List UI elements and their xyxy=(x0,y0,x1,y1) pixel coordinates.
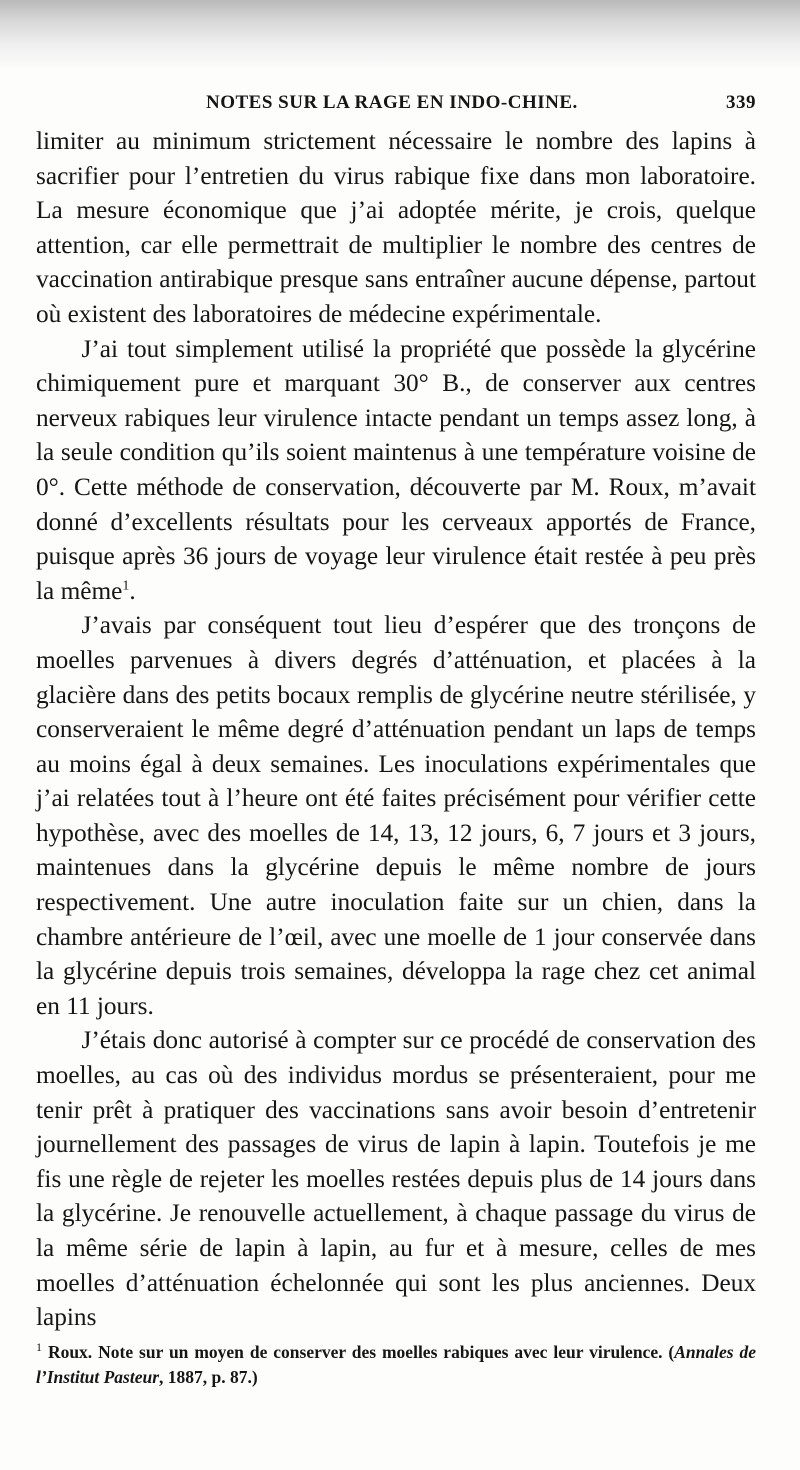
paragraph-1: limiter au minimum strictement nécessaire le nombre des lapins à sacrifier pour l’entretien du virus rabique fixe dans mon laboratoire. La mesure économique que j’ai adoptée mérite, je crois, quelque attention, car elle permettrait de multiplier le nombre des centres de vaccination antirabique presque sans entraîner aucune dépense, partout où existent des laboratoires de médecine expérimentale. xyxy=(36,127,756,328)
footnote-author: Roux. xyxy=(47,1342,93,1362)
footnote-journal: Annales de l’Institut Pasteur xyxy=(36,1342,756,1387)
body-text xyxy=(36,124,756,1335)
footnote-citation: , 1887, p. 87.) xyxy=(159,1367,258,1387)
paragraph-2-end: . xyxy=(129,576,136,605)
paragraph-4: J’étais donc autorisé à compter sur ce procédé de conservation des moelles, au cas où des individus mordus se présenteraient, pour me tenir prêt à pratiquer des vaccinations sans avoir besoin d’entretenir journellement des passages de virus de lapin à lapin. Toutefois je me fis une règle de rejeter les moelles restées depuis plus de 14 jours dans la glycérine. Je renouvelle actuellement, à chaque passage du virus de la même série de lapin à lapin, au fur et à mesure, celles de mes moelles d’atténuation échelonnée qui sont les plus anciennes. Deux lapins xyxy=(36,1026,756,1332)
footnote xyxy=(36,1340,756,1390)
paragraph-3: J’avais par conséquent tout lieu d’espérer que des tronçons de moelles parvenues à divers degrés d’atténuation, et placées à la glacière dans des petits bocaux remplis de glycérine neutre stérilisée, y conserveraient le même degré d’atténuation pendant un laps de temps au moins égal à deux semaines. Les inoculations expérimentales que j’ai relatées tout à l’heure ont été faites précisément pour vérifier cette hypothèse, avec des moelles de 14, 13, 12 jours, 6, 7 jours et 3 jours, maintenues dans la glycérine depuis le même nombre de jours respectivement. Une autre inoculation faite sur un chien, dans la chambre antérieure de l’œil, avec une moelle de 1 jour conservée dans la glycérine depuis trois semaines, développa la rage chez cet animal en 11 jours. xyxy=(36,611,756,1020)
footnote-reference: 1 xyxy=(122,578,130,594)
footnote-title: Note sur un moyen de conserver des moelles rabiques avec leur virulence. ( xyxy=(92,1342,675,1362)
paragraph-2 xyxy=(36,332,756,609)
page-header xyxy=(36,92,756,122)
running-title: NOTES SUR LA RAGE EN INDO-CHINE. xyxy=(206,92,578,113)
paragraph-2-text: J’ai tout simplement utilisé la propriété que possède la glycérine chimiquement pure et marquant 30° B., de conserver aux centres nerveux rabiques leur virulence intacte pendant un temps assez long, à la seule condition qu’ils soient maintenus à une température voisine de 0°. Cette méthode de conservation, découverte par M. Roux, m’avait donné d’excellents résultats pour les cerveaux apportés de France, puisque après 36 jours de voyage leur virulence était restée à peu près la même xyxy=(36,334,756,605)
scan-shadow-band xyxy=(0,0,800,70)
footnote-mark: 1 xyxy=(36,1340,42,1355)
page-number: 339 xyxy=(726,92,756,113)
